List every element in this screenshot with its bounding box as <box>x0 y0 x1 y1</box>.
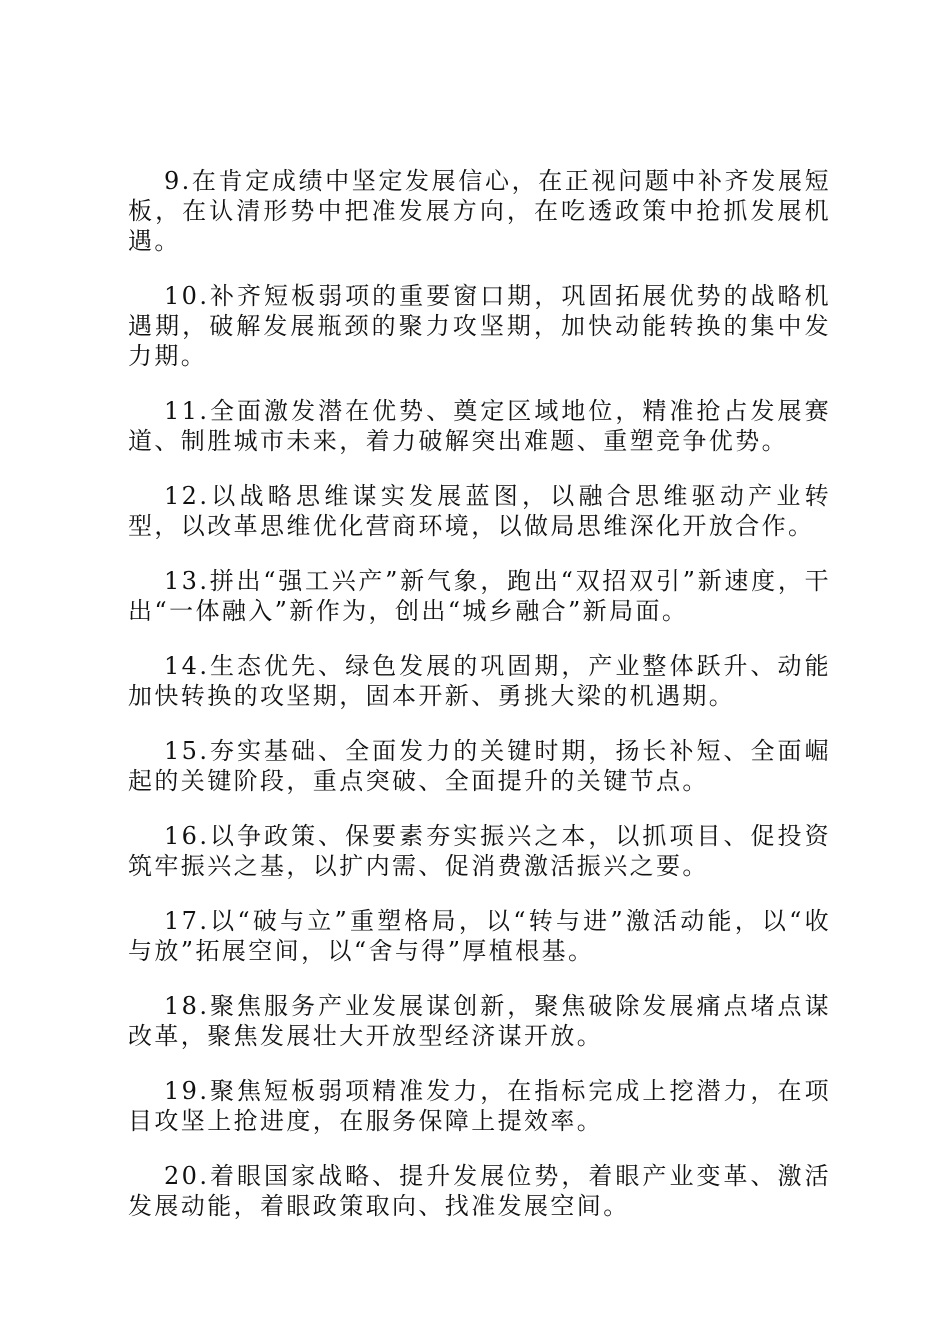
paragraph-14: 14.生态优先、绿色发展的巩固期，产业整体跃升、动能加快转换的攻坚期，固本开新、勇挑大梁的机遇期。 <box>128 652 831 710</box>
paragraph-19: 19.聚焦短板弱项精准发力，在指标完成上挖潜力，在项目攻坚上抢进度，在服务保障上提效率。 <box>128 1077 831 1135</box>
paragraph-13: 13.拼出“强工兴产”新气象，跑出“双招双引”新速度，干出“一体融入”新作为，创出“城乡融合”新局面。 <box>128 567 831 625</box>
document-page <box>128 166 831 1246</box>
paragraph-10: 10.补齐短板弱项的重要窗口期，巩固拓展优势的战略机遇期，破解发展瓶颈的聚力攻坚期，加快动能转换的集中发力期。 <box>128 282 831 370</box>
paragraph-9: 9.在肯定成绩中坚定发展信心，在正视问题中补齐发展短板，在认清形势中把准发展方向，在吃透政策中抢抓发展机遇。 <box>128 167 831 255</box>
paragraph-18: 18.聚焦服务产业发展谋创新，聚焦破除发展痛点堵点谋改革，聚焦发展壮大开放型经济谋开放。 <box>128 992 831 1050</box>
paragraph-16: 16.以争政策、保要素夯实振兴之本，以抓项目、促投资筑牢振兴之基，以扩内需、促消费激活振兴之要。 <box>128 822 831 880</box>
paragraph-20: 20.着眼国家战略、提升发展位势，着眼产业变革、激活发展动能，着眼政策取向、找准发展空间。 <box>128 1162 831 1220</box>
paragraph-15: 15.夯实基础、全面发力的关键时期，扬长补短、全面崛起的关键阶段，重点突破、全面提升的关键节点。 <box>128 737 831 795</box>
paragraph-17: 17.以“破与立”重塑格局，以“转与进”激活动能，以“收与放”拓展空间，以“舍与得”厚植根基。 <box>128 907 831 965</box>
paragraph-11: 11.全面激发潜在优势、奠定区域地位，精准抢占发展赛道、制胜城市未来，着力破解突出难题、重塑竞争优势。 <box>128 397 831 455</box>
paragraph-12: 12.以战略思维谋实发展蓝图，以融合思维驱动产业转型，以改革思维优化营商环境，以做局思维深化开放合作。 <box>128 482 831 540</box>
